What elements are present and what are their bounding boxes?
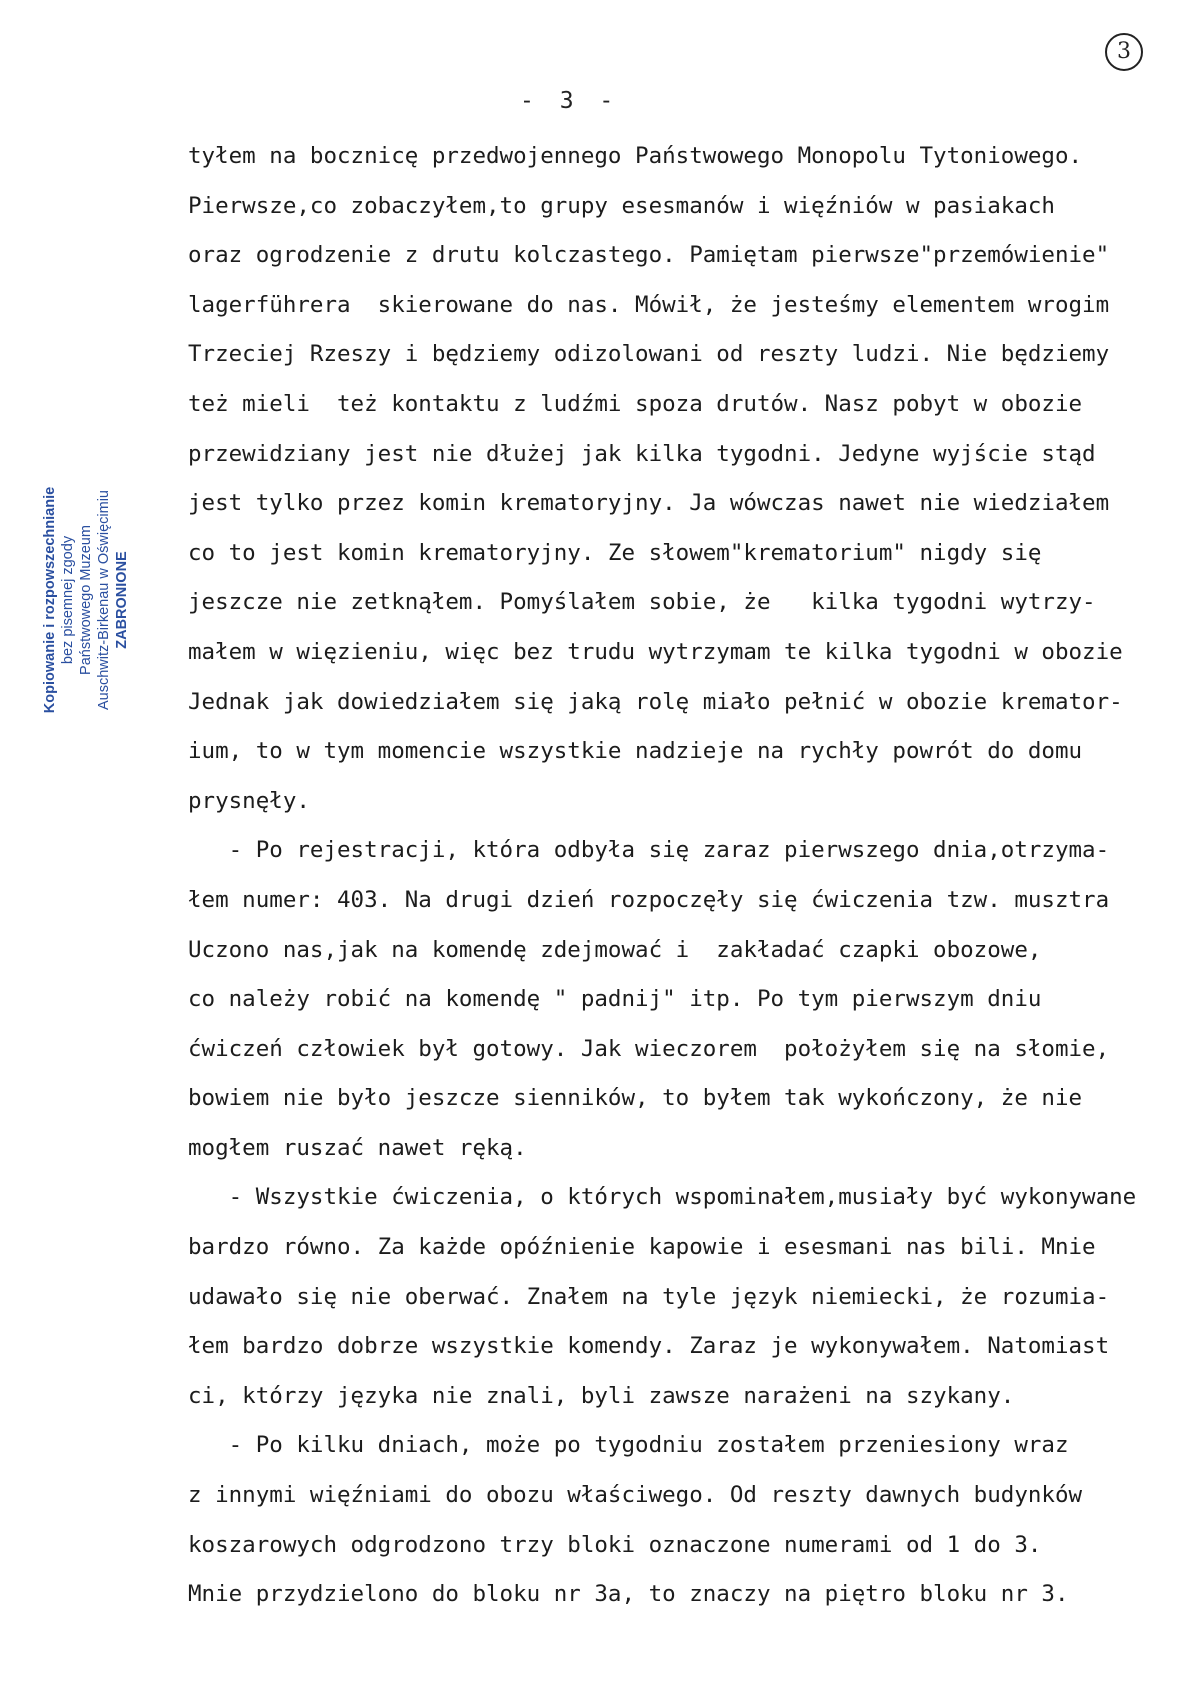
text-line: koszarowych odgrodzono trzy bloki oznaczone numerami od 1 do 3. [188,1531,1042,1558]
text-line: ci, którzy języka nie znali, byli zawsze narażeni na szykany. [188,1382,1015,1409]
text-line: oraz ogrodzenie z drutu kolczastego. Pamiętam pierwsze"przemówienie" [188,242,1110,269]
text-line: Mnie przydzielono do bloku nr 3a, to znaczy na piętro bloku nr 3. [188,1581,1069,1608]
stamp-line: bez pisemnej zgody [60,535,76,665]
text-line: jeszcze nie zetknąłem. Pomyślałem sobie, że kilka tygodni wytrzy- [188,589,1096,616]
text-line: - Po rejestracji, która odbyła się zaraz pierwszego dnia,otrzyma- [188,837,1110,864]
text-line: lagerführera skierowane do nas. Mówił, że jesteśmy elementem wrogim [188,291,1110,318]
text-line: bardzo równo. Za każde opóźnienie kapowie i esesmani nas bili. Mnie [188,1234,1096,1261]
text-line: ćwiczeń człowiek był gotowy. Jak wieczorem położyłem się na słomie, [188,1035,1110,1062]
text-line: łem numer: 403. Na drugi dzień rozpoczęły się ćwiczenia tzw. musztra [188,886,1110,913]
text-line: bowiem nie było jeszcze sienników, to byłem tak wykończony, że nie [188,1085,1083,1112]
text-line: jest tylko przez komin krematoryjny. Ja wówczas nawet nie wiedziałem [188,490,1110,517]
text-line: Jednak jak dowiedziałem się jaką rolę miało pełnić w obozie kremator- [188,688,1123,715]
text-line: łem bardzo dobrze wszystkie komendy. Zaraz je wykonywałem. Natomiast [188,1333,1110,1360]
text-line: z innymi więźniami do obozu właściwego. Od reszty dawnych budynków [188,1482,1083,1509]
page-marker: - 3 - [520,88,620,114]
text-line: Pierwsze,co zobaczyłem,to grupy esesmanów i więźniów w pasiakach [188,192,1055,219]
text-line: Uczono nas,jak na komendę zdejmować i zakładać czapki obozowe, [188,936,1042,963]
text-line: - Wszystkie ćwiczenia, o których wspominałem,musiały być wykonywane [188,1184,1137,1211]
text-line: co to jest komin krematoryjny. Ze słowem"krematorium" nigdy się [188,539,1042,566]
text-line: Trzeciej Rzeszy i będziemy odizolowani od reszty ludzi. Nie będziemy [188,341,1110,368]
text-line: mogłem ruszać nawet ręką. [188,1134,527,1161]
text-line: udawało się nie oberwać. Znałem na tyle język niemiecki, że rozumia- [188,1283,1110,1310]
stamp-line: ZABRONIONE [114,551,130,649]
text-line: tyłem na bocznicę przedwojennego Państwowego Monopolu Tytoniowego. [188,143,1083,169]
text-line: ium, to w tym momencie wszystkie nadzieje na rychły powrót do domu [188,738,1083,765]
text-line: co należy robić na komendę " padnij" itp. Po tym pierwszym dniu [188,986,1042,1013]
text-line: też mieli też kontaktu z ludźmi spoza drutów. Nasz pobyt w obozie [188,390,1083,417]
stamp-line: Kopiowanie i rozpowszechnianie [42,486,58,714]
text-line: małem w więzieniu, więc bez trudu wytrzymam te kilka tygodni w obozie [188,638,1123,665]
text-line: prysnęły. [188,787,310,814]
body-text [188,132,1188,1620]
copyright-stamp [41,465,161,735]
stamp-line: Państwowego Muzeum [78,525,94,675]
stamp-line: Auschwitz-Birkenau w Oświęcimiu [96,490,112,710]
text-line: przewidziany jest nie dłużej jak kilka tygodni. Jedyne wyjście stąd [188,440,1096,467]
circled-page-number: 3 [1105,33,1143,71]
text-line: - Po kilku dniach, może po tygodniu zostałem przeniesiony wraz [188,1432,1069,1459]
